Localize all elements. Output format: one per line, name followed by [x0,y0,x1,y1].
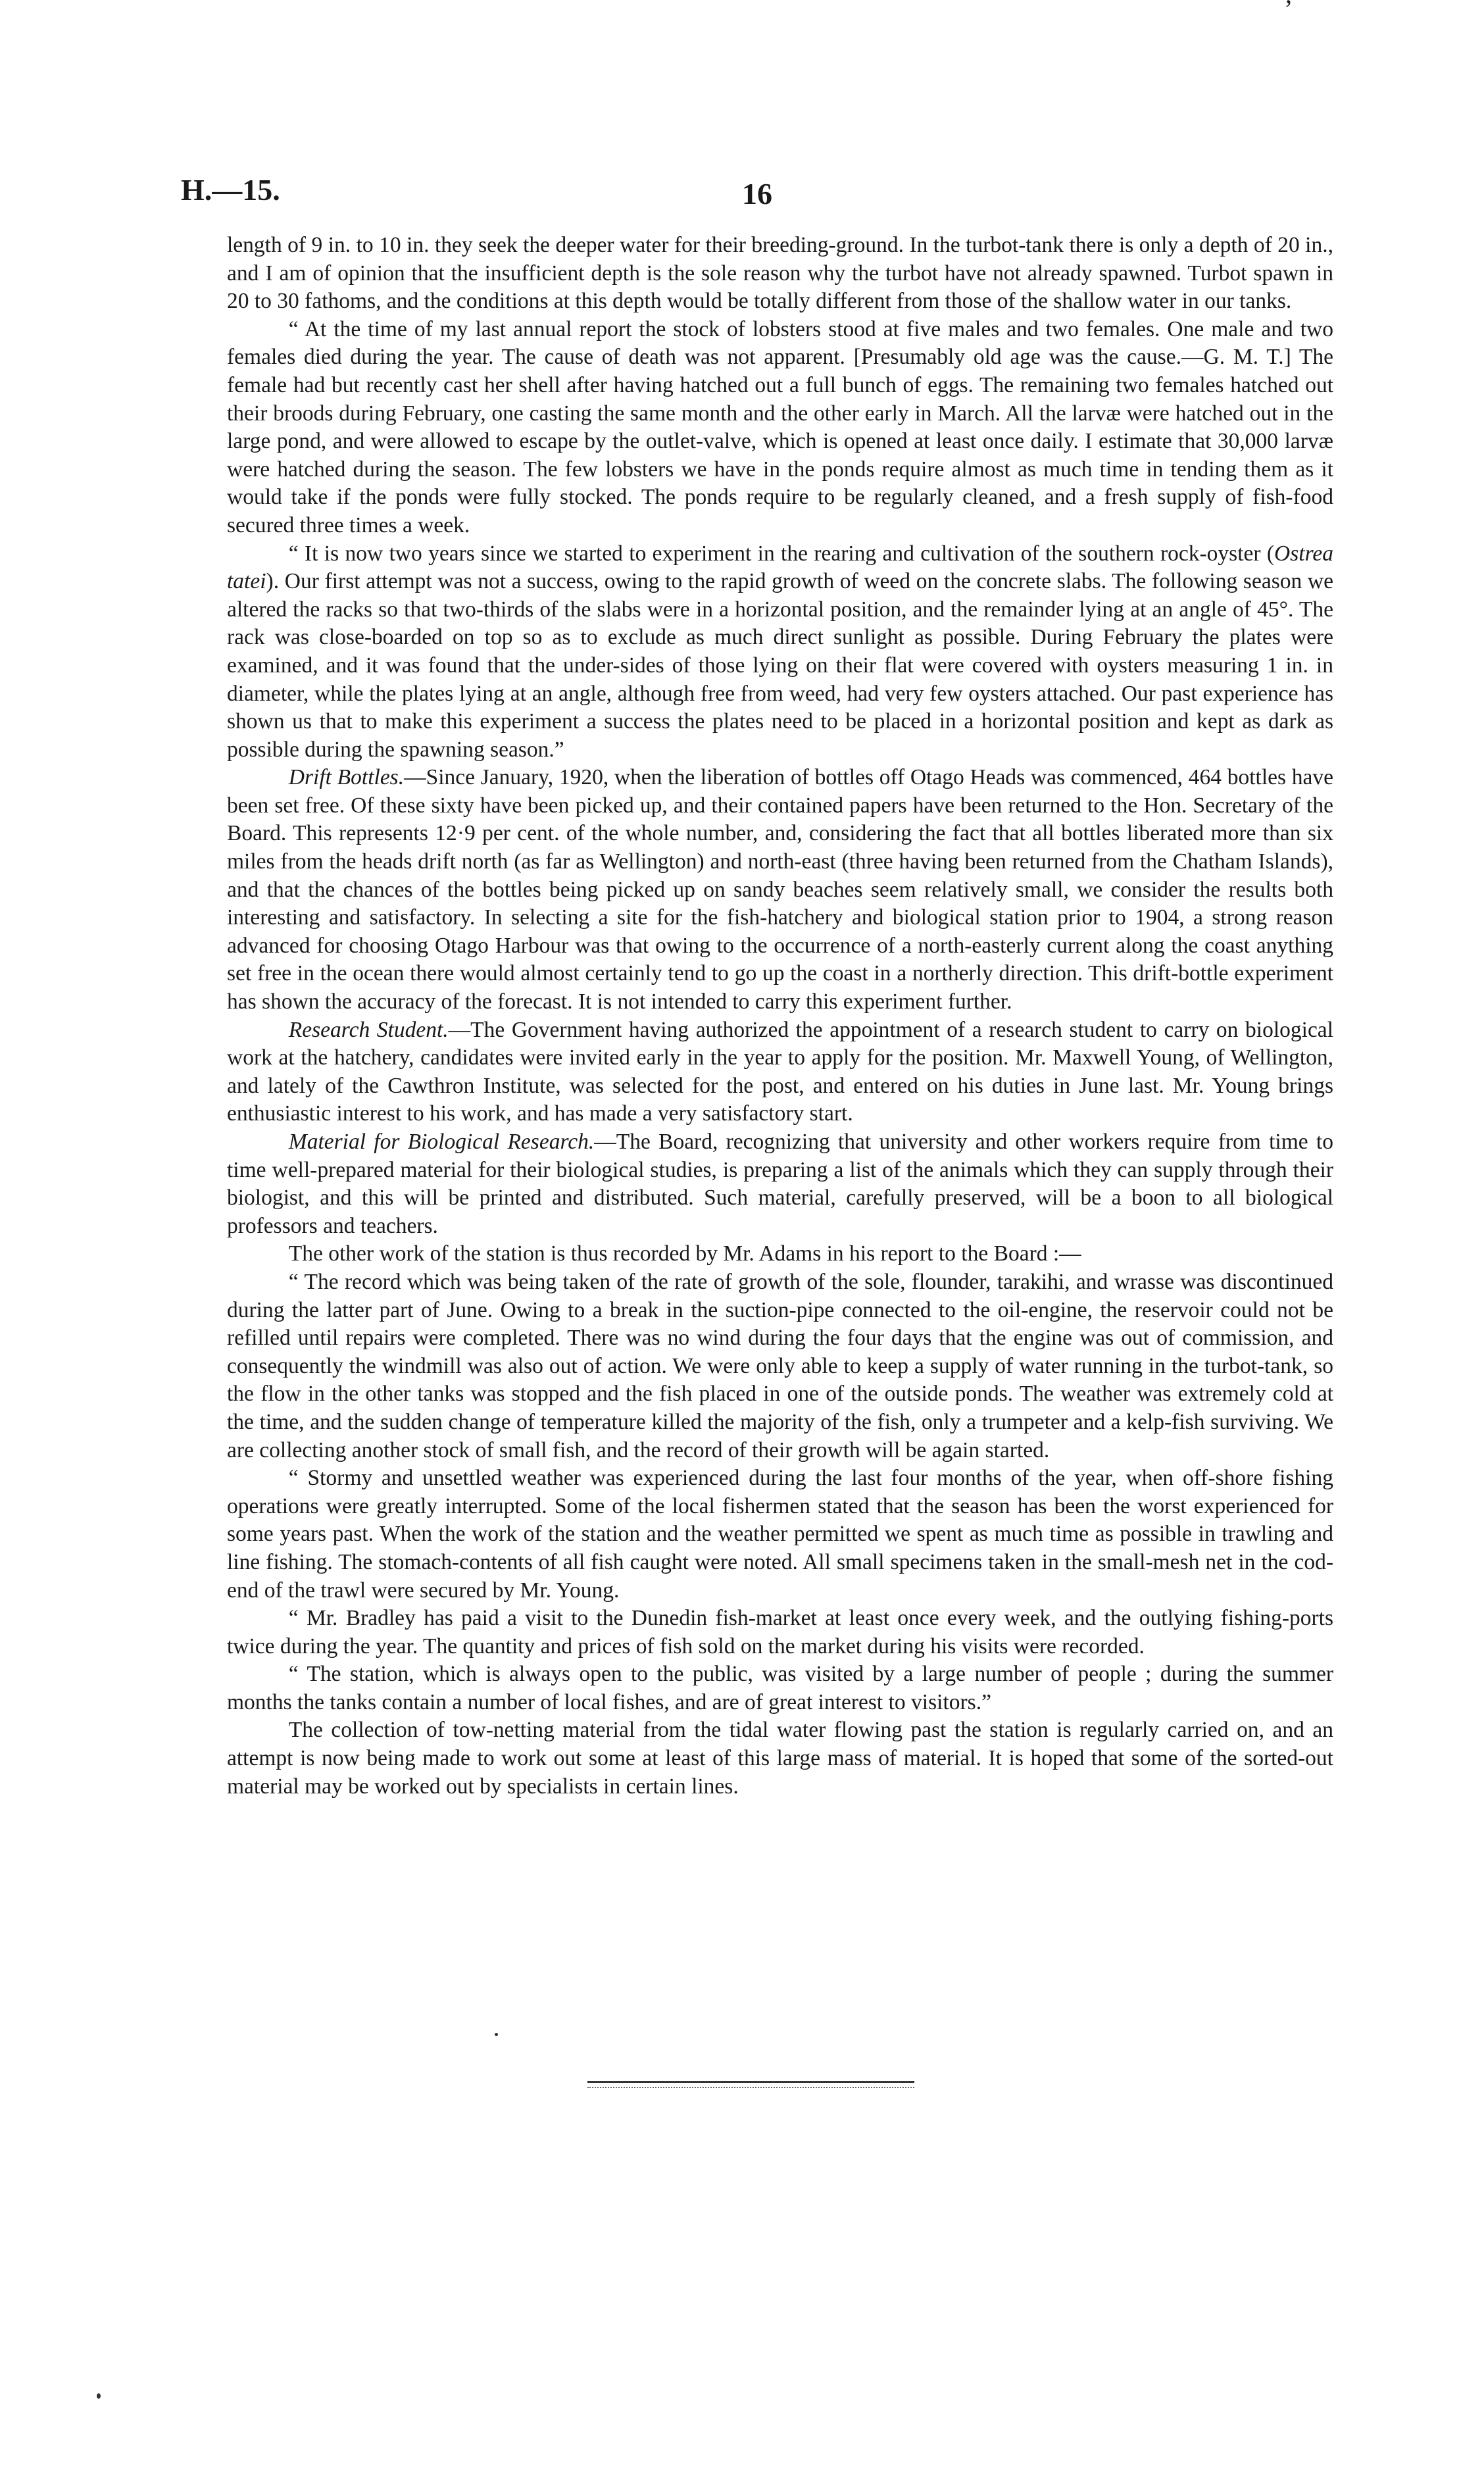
section-heading: Research Student. [288,1017,449,1042]
paragraph-growth-record [227,1268,1333,1464]
page-number: 16 [742,177,772,211]
paragraph-research-student [227,1016,1333,1128]
paragraph-text: The other work of the station is thus recorded by Mr. Adams in his report to the Board :— [288,1241,1081,1266]
closing-rule-dotted [587,2087,914,2088]
paragraph-weather [227,1464,1333,1605]
paragraph-lobsters [227,316,1333,540]
paragraph-text: “ It is now two years since we started to experiment in the rearing and cultivation of the southern rock-oyster ( [288,541,1275,566]
paragraph-text: “ At the time of my last annual report the stock of lobsters stood at five males and two females. One male and two females died during the year. The cause of death was not apparent. [Presumably old age was the cause.—G. M. T.] The female had but recently cast her shell after having hatched out a full bunch of eggs. The remaining two females hatched out their broods during February, one casting the same month and the other early in March. All the larvæ were hatched out in the large pond, and were allowed to escape by the outlet-valve, which is opened at least once daily. I estimate that 30,000 larvæ were hatched during the season. The few lobsters we have in the ponds require almost as much time in tending them as it would take if the ponds were fully stocked. The ponds require to be regularly cleaned, and a fresh supply of fish-food secured three times a week. [227,316,1333,537]
paragraph-rock-oyster [227,540,1333,764]
paragraph-tow-netting [227,1716,1333,1801]
paragraph-material-research [227,1128,1333,1240]
section-heading: Material for Biological Research. [288,1130,595,1154]
paragraph-text: —The Government having authorized the appointment of a research student to carry on biological work at the hatchery, candidates were invited early in the year to apply for the position. Mr. Maxwell Young, of Wellington, and lately of the Cawthron Institute, was selected for the post, and entered on his duties in June last. Mr. Young brings enthusiastic interest to his work, and has made a very satisfactory start. [227,1017,1333,1126]
closing-rule [587,2081,914,2083]
paragraph-drift-bottles [227,764,1333,1016]
paragraph-text: The collection of tow-netting material from the tidal water flowing past the station is regularly carried on, and an attempt is now being made to work out some at least of this large mass of material. It is hoped that some of the sorted-out material may be worked out by specialists in certain lines. [227,1718,1333,1799]
paragraph-text: length of 9 in. to 10 in. they seek the deeper water for their breeding-ground. In the turbot-tank there is only a depth of 20 in., and I am of opinion that the insufficient depth is the sole reason why the turbot have not already spawned. Turbot spawn in 20 to 30 fathoms, and the conditions at this depth would be totally different from those of the shallow water in our tanks. [227,233,1333,314]
paragraph-text: —Since January, 1920, when the liberation of bottles off Otago Heads was commenced, 464 bottles have been set free. Of these sixty have been picked up, and their contained papers have been returned to the Hon. Secretary of the Board. This represents 12·9 per cent. of the whole number, and, considering the fact that all bottles liberated more than six miles from the heads drift north (as far as Wellington) and north-east (three having been returned from the Chatham Islands), and that the chances of the bottles being picked up on sandy beaches seem relatively small, we consider the results both interesting and satisfactory. In selecting a site for the fish-hatchery and biological station prior to 1904, a strong reason advanced for choosing Otago Harbour was that owing to the occurrence of a north-easterly current along the coast anything set free in the ocean there would almost certainly tend to go up the coast in a northerly direction. This drift-bottle experiment has shown the accuracy of the forecast. It is not intended to carry this experiment further. [227,765,1333,1014]
print-speck [97,2393,101,2399]
paragraph-fish-market [227,1605,1333,1660]
paragraph-turbot [227,232,1333,316]
page-identifier: H.—15. [181,173,280,207]
paragraph-visitors [227,1660,1333,1716]
paragraph-text: ). Our first attempt was not a success, owing to the rapid growth of weed on the concrete slabs. The following season we altered the racks so that two-thirds of the slabs were in a horizontal position, and the remainder lying at an angle of 45°. The rack was close-boarded on top so as to exclude as much direct sunlight as possible. During February the plates were examined, and it was found that the under-sides of those lying on their flat were covered with oysters measuring 1 in. in diameter, while the plates lying at an angle, although free from weed, had very few oysters attached. Our past experience has shown us that to make this experiment a success the plates need to be placed in a horizontal position and kept as dark as possible during the spawning season.” [227,569,1333,762]
paragraph-text: “ The record which was being taken of the rate of growth of the sole, flounder, tarakihi, and wrasse was discontinued during the latter part of June. Owing to a break in the suction-pipe connected to the oil-engine, the reservoir could not be refilled until repairs were completed. There was no wind during the four days that the engine was out of commission, and consequently the windmill was also out of action. We were only able to keep a supply of water running in the turbot-tank, so the flow in the other tanks was stopped and the fish placed in one of the outside ponds. The weather was extremely cold at the time, and the sudden change of temperature killed the majority of the fish, only a trumpeter and a kelp-fish surviving. We are collecting another stock of small fish, and the record of their growth will be again started. [227,1269,1333,1462]
paragraph-text: —The Board, recognizing that university and other workers require from time to time well-prepared material for their biological studies, is preparing a list of the animals which they can supply through their biologist, and this will be printed and distributed. Such material, carefully preserved, will be a boon to all biological professors and teachers. [227,1130,1333,1238]
paragraph-text: “ Stormy and unsettled weather was experienced during the last four months of the year, when off-shore fishing operations were greatly interrupted. Some of the local fishermen stated that the season has been the worst experienced for some years past. When the work of the station and the weather permitted we spent as much time as possible in trawling and line fishing. The stomach-contents of all fish caught were noted. All small specimens taken in the small-mesh net in the cod-end of the trawl were secured by Mr. Young. [227,1466,1333,1603]
section-heading: Drift Bottles. [288,765,405,790]
corner-mark: ’ [1284,0,1293,24]
report-body [227,232,1333,1801]
print-speck [495,2033,498,2036]
paragraph-text: “ Mr. Bradley has paid a visit to the Dunedin fish-market at least once every week, and the outlying fishing-ports twice during the year. The quantity and prices of fish sold on the market during his visits were recorded. [227,1606,1333,1659]
species-name: Ostrea tatei [227,541,1333,594]
paragraph-text: “ The station, which is always open to the public, was visited by a large number of people ; during the summer months the tanks contain a number of local fishes, and are of great interest to visitors.” [227,1662,1333,1714]
paragraph-other-work [227,1240,1333,1268]
